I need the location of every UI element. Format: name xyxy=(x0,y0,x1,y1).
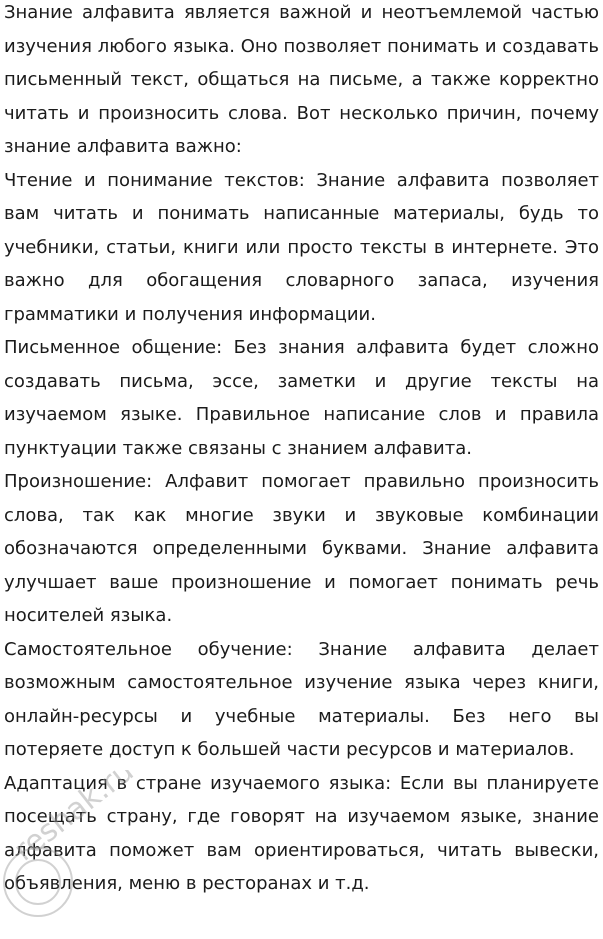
paragraph-adaptation: Адаптация в стране изучаемого языка: Если вы планируете посещать страну, где говорят на изучаемом языке, знание алфавита поможет вам ориентироваться, читать вывески, объявления, меню в ресторанах и т.д. xyxy=(4,772,599,894)
paragraph-writing: Письменное общение: Без знания алфавита будет сложно создавать письма, эссе, заметки и другие тексты на изучаемом языке. Правильное написание слов и правила пунктуации также связаны с знанием алфавита. xyxy=(4,337,599,459)
paragraph-reading: Чтение и понимание текстов: Знание алфавита позволяет вам читать и понимать написанные материалы, будь то учебники, статьи, книги или просто тексты в интернете. Это важно для обогащения словарного запаса, изучения грамматики и получения информации. xyxy=(4,169,599,325)
watermark-text: reshak.ru xyxy=(7,770,141,869)
paragraph-self-study: Самостоятельное обучение: Знание алфавита делает возможным самостоятельное изучение языка через книги, онлайн-ресурсы и учебные материалы. Без него вы потеряете доступ к большей части ресурсов и материалов. xyxy=(4,638,599,760)
document-body xyxy=(4,0,599,901)
paragraph-intro: Знание алфавита является важной и неотъемлемой частью изучения любого языка. Оно позволяет понимать и создавать письменный текст, общаться на письме, а также корректно читать и произносить слова. Вот несколько причин, почему знание алфавита важно: xyxy=(4,2,599,157)
paragraph-pronunciation: Произношение: Алфавит помогает правильно произносить слова, так как многие звуки и звуковые комбинации обозначаются определенными буквами. Знание алфавита улучшает ваше произношение и помогает понимать речь носителей языка. xyxy=(4,471,599,626)
